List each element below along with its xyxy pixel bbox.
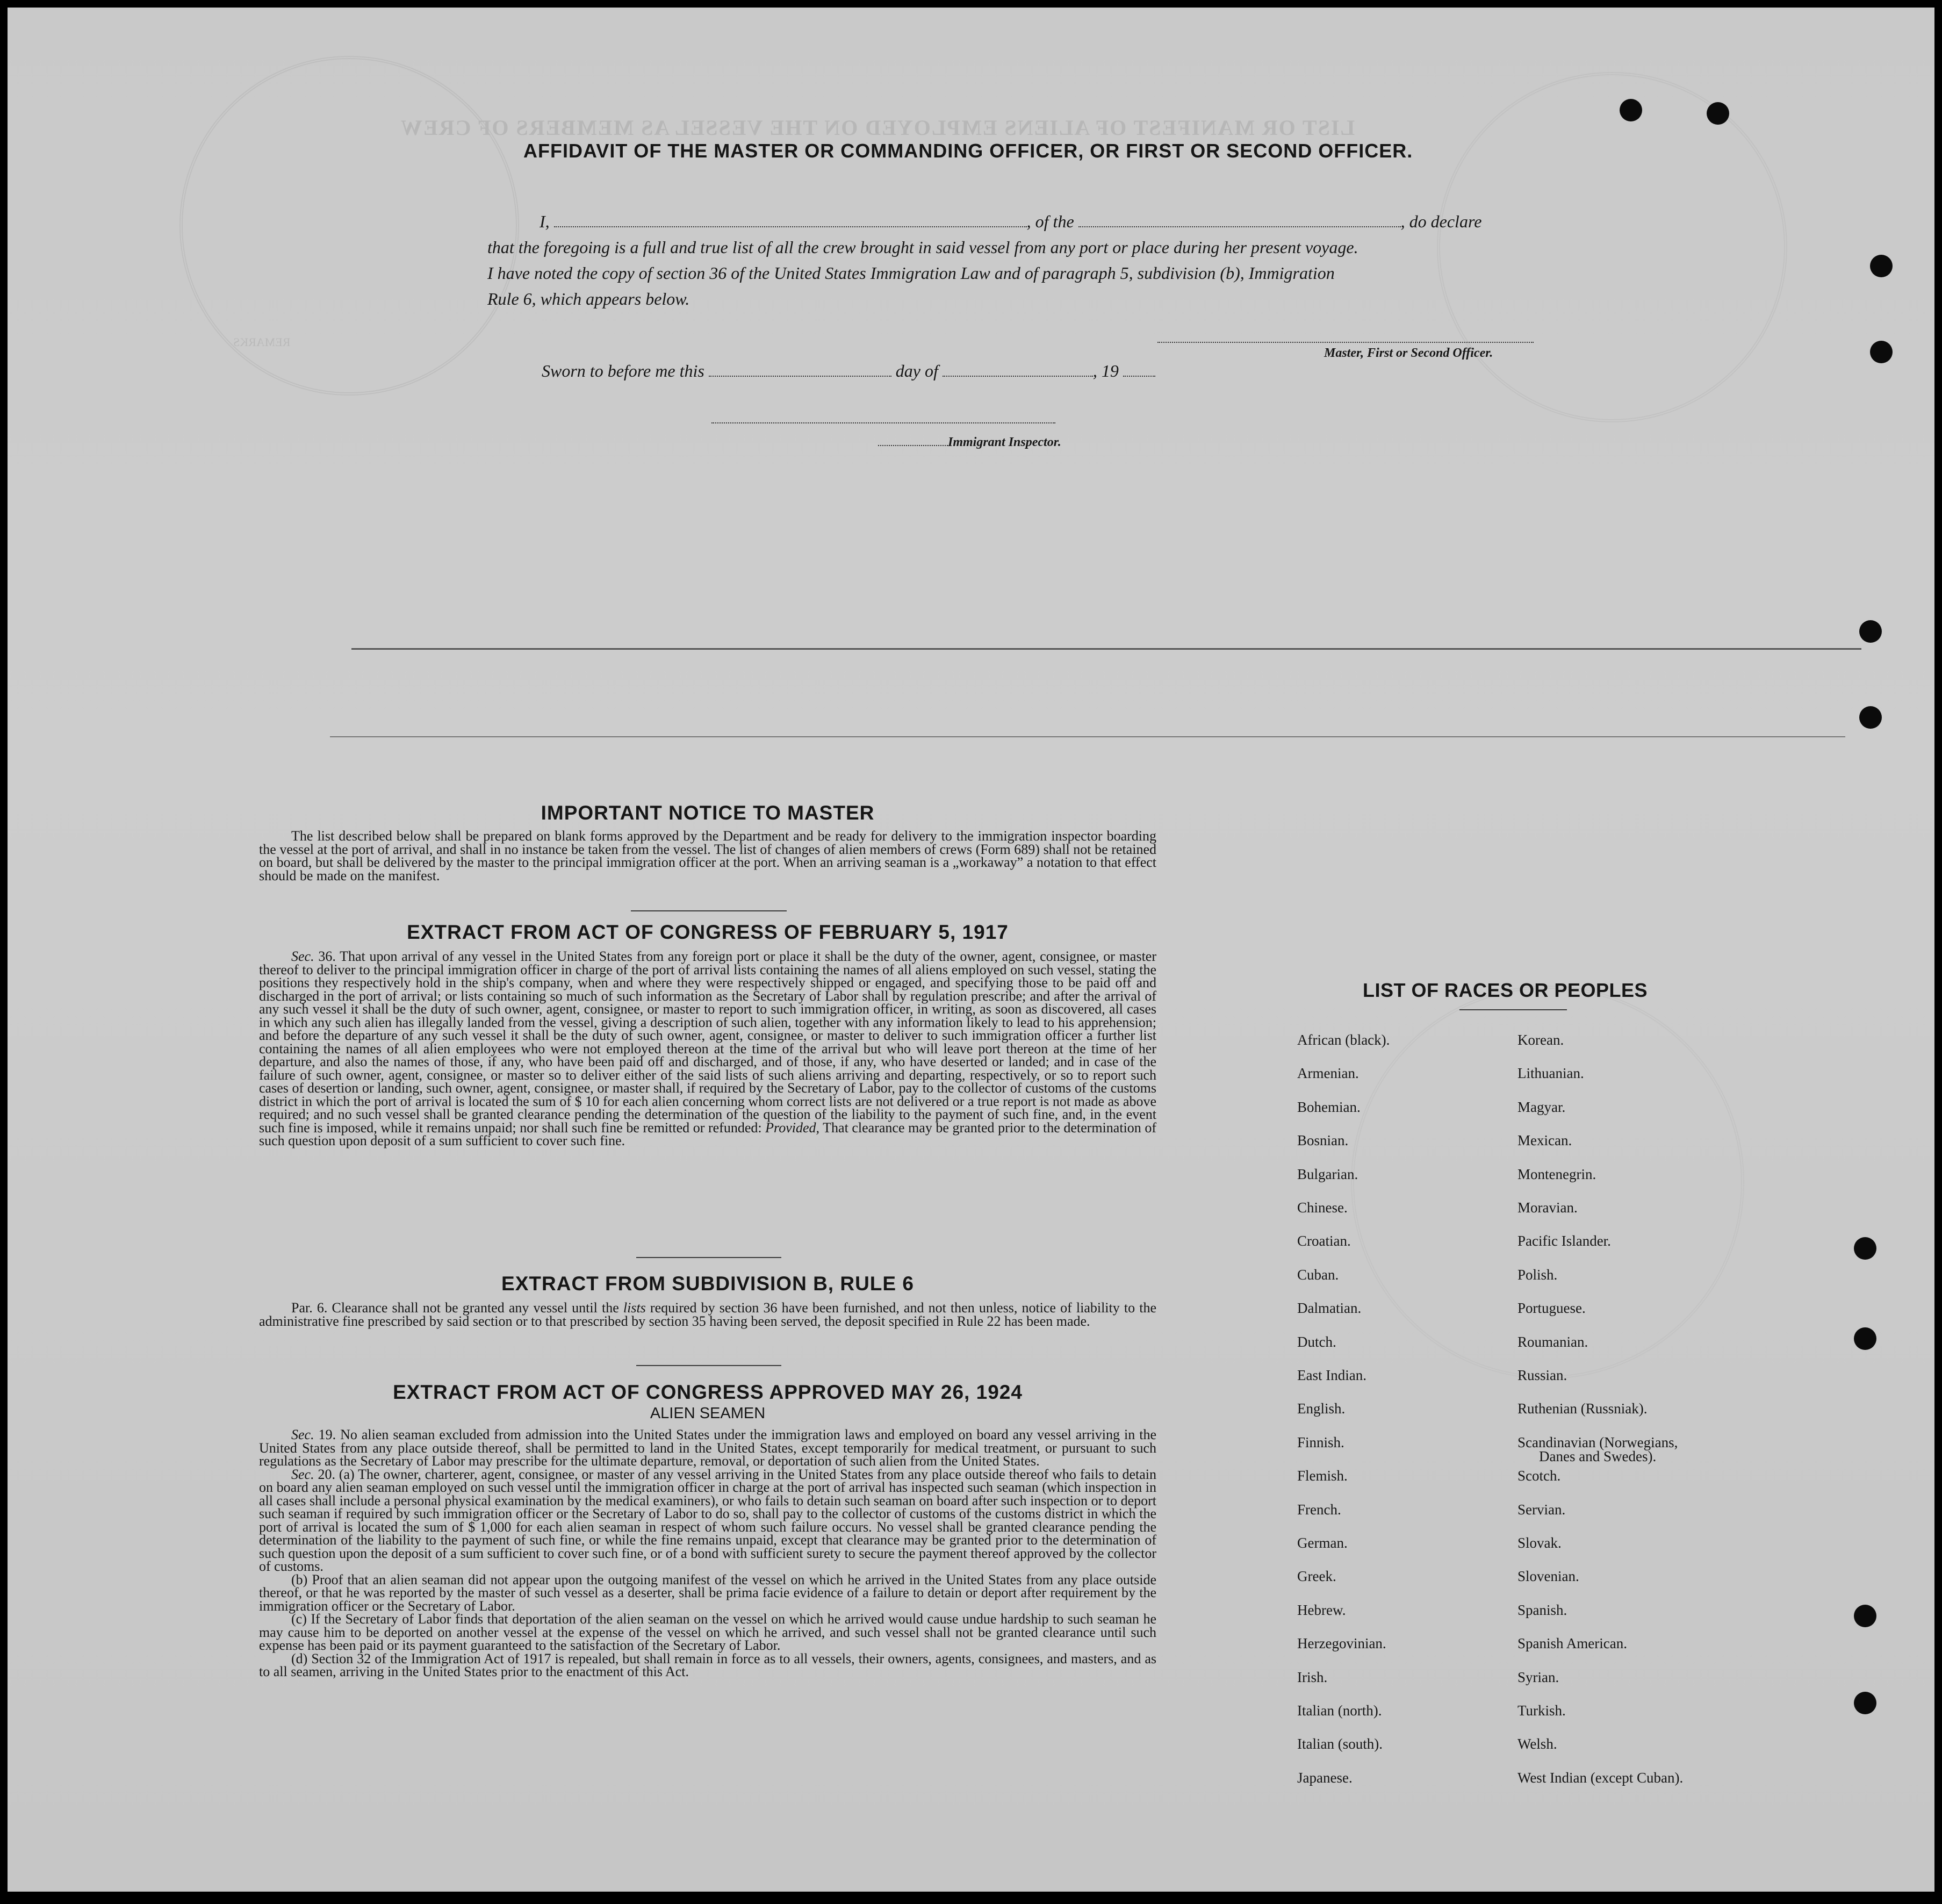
race-item: Greek. <box>1297 1568 1336 1585</box>
race-item: Welsh. <box>1517 1736 1557 1752</box>
race-item: Bulgarian. <box>1297 1166 1358 1182</box>
race-item: Flemish. <box>1297 1468 1348 1484</box>
bleed-through-title: LIST OR MANIFEST OF ALIENS EMPLOYED ON THE VESSEL AS MEMBERS OF CREW <box>400 116 1355 140</box>
race-item: Korean. <box>1517 1032 1564 1048</box>
inspector-signature-line <box>711 421 1055 423</box>
rule6-title: EXTRACT FROM SUBDIVISION B, RULE 6 <box>501 1273 914 1295</box>
punch-hole <box>1859 706 1882 729</box>
races-title: LIST OF RACES OR PEOPLES <box>1363 979 1648 1001</box>
sworn-label: Sworn to before me this <box>542 361 704 380</box>
rule6-text <box>259 1302 1156 1328</box>
race-item: Montenegrin. <box>1517 1166 1596 1182</box>
race-item: Bosnian. <box>1297 1132 1349 1149</box>
race-item: Dalmatian. <box>1297 1300 1362 1317</box>
section-divider <box>636 1365 781 1366</box>
race-item: Spanish American. <box>1517 1635 1627 1652</box>
punch-hole <box>1854 1327 1876 1350</box>
affidavit-of-the: , of the <box>1026 212 1074 231</box>
race-item: Mexican. <box>1517 1132 1572 1149</box>
divider-rule-1 <box>351 648 1861 650</box>
sec36-text: 36. That upon arrival of any vessel in the United States from any foreign port or place it shall be the duty of the owner, agent, consignee, or master thereof to deliver to the principal immigration officer in charge of the port of arrival lists containing the names of all aliens employed on such vessel, stating the positions they respectively hold in the ship's company, when and where they were respectively shipped or engaged, and specifying those to be paid off and discharged in the port of arrival; or lists containing so much of such information as the Secretary of Labor shall by regulation prescribe; and after the arrival of any such vessel it shall be the duty of such owner, agent, consignee, or master to report to such immigration officer, in writing, as soon as discovered, all cases in which any such alien has illegally landed from the vessel, giving a description of such alien, together with any information likely to lead to his apprehension; and before the departure of any such vessel it shall be the duty of such owner, agent, consignee, or master to deliver to such immigration officer a further list containing the names of all alien employees who were not employed thereon at the time of the arrival but who will leave port thereon at the time of her departure, and also the names of those, if any, who have been paid off and discharged, and of those, if any, who have deserted or landed; and in case of the failure of such owner, agent, consignee, or master so to deliver either of the said lists of such aliens arriving and departing, respectively, or so to report such cases of desertion or landing, such owner, agent, consignee, or master shall, if required by the Secretary of Labor, pay to the collector of customs of the customs district in which the port of arrival is located the sum of $ 10 for each alien concerning whom correct lists are not delivered or a true report is not made as above required; and no such vessel shall be granted clearance pending the determination of the question of the liability to the payment of such fine, and, in the event such fine is imposed, while it remains unpaid; nor shall such fine be remitted or refunded: <box>259 949 1156 1136</box>
extract-1917-title: EXTRACT FROM ACT OF CONGRESS OF FEBRUARY 5, 1917 <box>407 921 1009 943</box>
sworn-day-field[interactable] <box>709 376 891 377</box>
punch-hole <box>1854 1237 1876 1260</box>
affidavit-line2: that the foregoing is a full and true list of all the crew brought in said vessel from any port or place during her present voyage. <box>487 238 1358 257</box>
race-item: Slovenian. <box>1517 1568 1579 1585</box>
bleed-through-stamp-left <box>179 56 519 396</box>
bleed-through-remarks: REMARKS <box>233 335 291 349</box>
year-label: , 19 <box>1092 361 1119 380</box>
race-item: Turkish. <box>1517 1702 1566 1719</box>
sec20a-text: 20. (a) The owner, charterer, agent, consignee, or master of any vessel arriving in the United States from any place outside thereof who fails to detain on board any alien seaman employed on such vessel until the immigration officer in charge at the port of arrival has inspected such seaman (which inspection in all cases shall include a personal physical examination by the medical examiners), or who fails to detain such seaman on board after such inspection or to deport such seaman if required by such immigration officer or the Secretary of Labor to do so, shall pay to the collector of customs of the customs district in which the port of arrival is located the sum of $ 1,000 for each alien seaman in respect of whom such failure occurs. No vessel shall be granted clearance pending the determination of the liability to the payment of such fine, or while the fine remains unpaid, except that clearance may be granted prior to the determination of such question upon the deposit of a sum sufficient to cover such fine, or of a bond with sufficient surety to secure the payment thereof approved by the collector of customs. <box>259 1466 1157 1574</box>
race-item: Pacific Islander. <box>1517 1233 1611 1249</box>
affidavit-line4: Rule 6, which appears below. <box>487 289 690 308</box>
race-item: Spanish. <box>1517 1601 1567 1618</box>
sec19-text: 19. No alien seaman excluded from admission into the United States under the immigration laws and employed on board any vessel arriving in the United States from any place outside thereof, shall be permitted to land in the United States, except temporarily for medical treatment, or pursuant to such regulations as the Secretary of Labor may prescribe for the ultimate departure, removal, or deportation of such alien from the United States. <box>259 1427 1156 1469</box>
race-item: Hebrew. <box>1297 1601 1346 1618</box>
sec20b-text: (b) Proof that an alien seaman did not appear upon the outgoing manifest of the vessel on which he arrived in the United States from any place outside thereof, or that he was reported by the master of such vessel as a deserter, shall be prima facie evidence of a failure to detain or deport after requirement by the immigration officer or the Secretary of Labor. <box>259 1571 1156 1614</box>
extract-1924-title: EXTRACT FROM ACT OF CONGRESS APPROVED MAY 26, 1924 <box>393 1381 1023 1403</box>
extract-1924-text <box>259 1428 1156 1679</box>
punch-hole <box>1854 1692 1876 1714</box>
race-item: Servian. <box>1517 1501 1566 1518</box>
sec19-label: Sec. <box>291 1427 314 1442</box>
race-item: East Indian. <box>1297 1367 1366 1383</box>
race-item: Syrian. <box>1517 1669 1559 1685</box>
race-item: Slovak. <box>1517 1535 1562 1551</box>
rule6-post: required by section 36 have been furnished, and not then unless, notice of liability to the administrative fine prescribed by said section or to that prescribed by section 35 having been served, the deposit specified in Rule 22 has been made. <box>259 1300 1156 1329</box>
day-of-label: day of <box>895 361 938 380</box>
race-item: Dutch. <box>1297 1333 1336 1350</box>
race-item: Irish. <box>1297 1669 1328 1685</box>
race-item: Roumanian. <box>1517 1333 1588 1350</box>
race-item: Japanese. <box>1297 1769 1353 1786</box>
race-item: Cuban. <box>1297 1266 1339 1283</box>
race-item: West Indian (except Cuban). <box>1517 1769 1684 1786</box>
race-item: African (black). <box>1297 1032 1390 1048</box>
punch-hole <box>1854 1605 1876 1627</box>
race-item: Italian (south). <box>1297 1736 1383 1752</box>
race-item: Croatian. <box>1297 1233 1351 1249</box>
inspector-line <box>878 435 1061 450</box>
race-item: German. <box>1297 1535 1348 1551</box>
sworn-line <box>542 361 1155 381</box>
sworn-year-field[interactable] <box>1123 376 1155 377</box>
affidavit-i: I, <box>540 212 550 231</box>
race-item: Russian. <box>1517 1367 1567 1383</box>
sec-label: Sec. <box>291 949 314 964</box>
signature-line <box>1157 341 1534 343</box>
race-item: Danes and Swedes). <box>1539 1448 1657 1464</box>
vessel-field[interactable] <box>1078 226 1401 227</box>
race-item: Herzegovinian. <box>1297 1635 1386 1652</box>
race-item: Moravian. <box>1517 1199 1578 1216</box>
races-title-underline <box>1459 1009 1567 1010</box>
race-item: Portuguese. <box>1517 1300 1586 1317</box>
affidavit-line3: I have noted the copy of section 36 of the United States Immigration Law and of paragraph 5, subdivision (b), Immigration <box>487 263 1335 283</box>
race-item: Finnish. <box>1297 1434 1344 1450</box>
provided-label: Provided, <box>765 1119 820 1136</box>
extract-1924-subtitle: ALIEN SEAMEN <box>650 1405 766 1422</box>
punch-hole <box>1620 99 1642 121</box>
rule6-lists: lists <box>623 1300 646 1316</box>
punch-hole <box>1707 102 1729 125</box>
notice-title: IMPORTANT NOTICE TO MASTER <box>541 802 875 824</box>
race-item: Chinese. <box>1297 1199 1348 1216</box>
race-item: Bohemian. <box>1297 1098 1361 1115</box>
race-item: Lithuanian. <box>1517 1065 1584 1082</box>
inspector-caption: Immigrant Inspector. <box>948 435 1061 449</box>
notice-text <box>259 830 1156 882</box>
race-item: French. <box>1297 1501 1341 1518</box>
affidavit-title: AFFIDAVIT OF THE MASTER OR COMMANDING OFFICER, OR FIRST OR SECOND OFFICER. <box>523 140 1413 162</box>
divider-rule-2 <box>330 736 1845 737</box>
race-item: Armenian. <box>1297 1065 1359 1082</box>
sec20c-text: (c) If the Secretary of Labor finds that deportation of the alien seaman on the vessel on which he arrived would cause undue hardship to such seaman he may cause him to be deported on another vessel at the expense of the vessel on which he arrived, and such vessel shall not be granted clearance until such expense has been paid or its payment guaranteed to the satisfaction of the Secretary of Labor. <box>259 1611 1156 1653</box>
punch-hole <box>1870 341 1893 363</box>
sec36-tail: That clearance may be granted prior to the determination of such question upon deposit of a sum sufficient to cover such fine. <box>259 1119 1157 1148</box>
document-page <box>8 8 1934 1892</box>
sec20d-text: (d) Section 32 of the Immigration Act of 1917 is repealed, but shall remain in force as to all vessels, their owners, agents, consignees, and masters, and as to all seamen, arriving in the United States prior to the enactment of this Act. <box>259 1650 1156 1679</box>
signature-caption: Master, First or Second Officer. <box>1324 346 1493 360</box>
inspector-field[interactable] <box>878 445 948 446</box>
race-item: Scotch. <box>1517 1468 1561 1484</box>
extract-1917-text <box>259 950 1156 1148</box>
race-item: English. <box>1297 1400 1346 1417</box>
affidavit-line1 <box>540 212 1481 232</box>
punch-hole <box>1859 620 1882 643</box>
race-item: Polish. <box>1517 1266 1558 1283</box>
section-divider <box>636 1257 781 1258</box>
notice-paragraph: The list described below shall be prepared on blank forms approved by the Department and be ready for delivery to the immigration inspector boarding the vessel at the port of arrival, and shall in no instance be taken from the vessel. The list of changes of alien members of crews (Form 689) shall not be retained on board, but shall be delivered by the master to the principal immigration officer at the port. When an arriving seaman is a „workaway” a notation to that effect should be made on the manifest. <box>259 828 1156 883</box>
sec20-label: Sec. <box>291 1466 314 1482</box>
name-field[interactable] <box>554 226 1027 227</box>
punch-hole <box>1870 255 1893 277</box>
race-item: Ruthenian (Russniak). <box>1517 1400 1648 1417</box>
sworn-month-field[interactable] <box>943 376 1093 377</box>
section-divider <box>631 910 787 911</box>
rule6-pre: Par. 6. Clearance shall not be granted any vessel until the <box>291 1300 619 1316</box>
race-item: Scandinavian (Norwegians, <box>1517 1434 1678 1450</box>
race-item: Italian (north). <box>1297 1702 1382 1719</box>
race-item: Magyar. <box>1517 1098 1566 1115</box>
affidavit-declare: , do declare <box>1400 212 1482 231</box>
